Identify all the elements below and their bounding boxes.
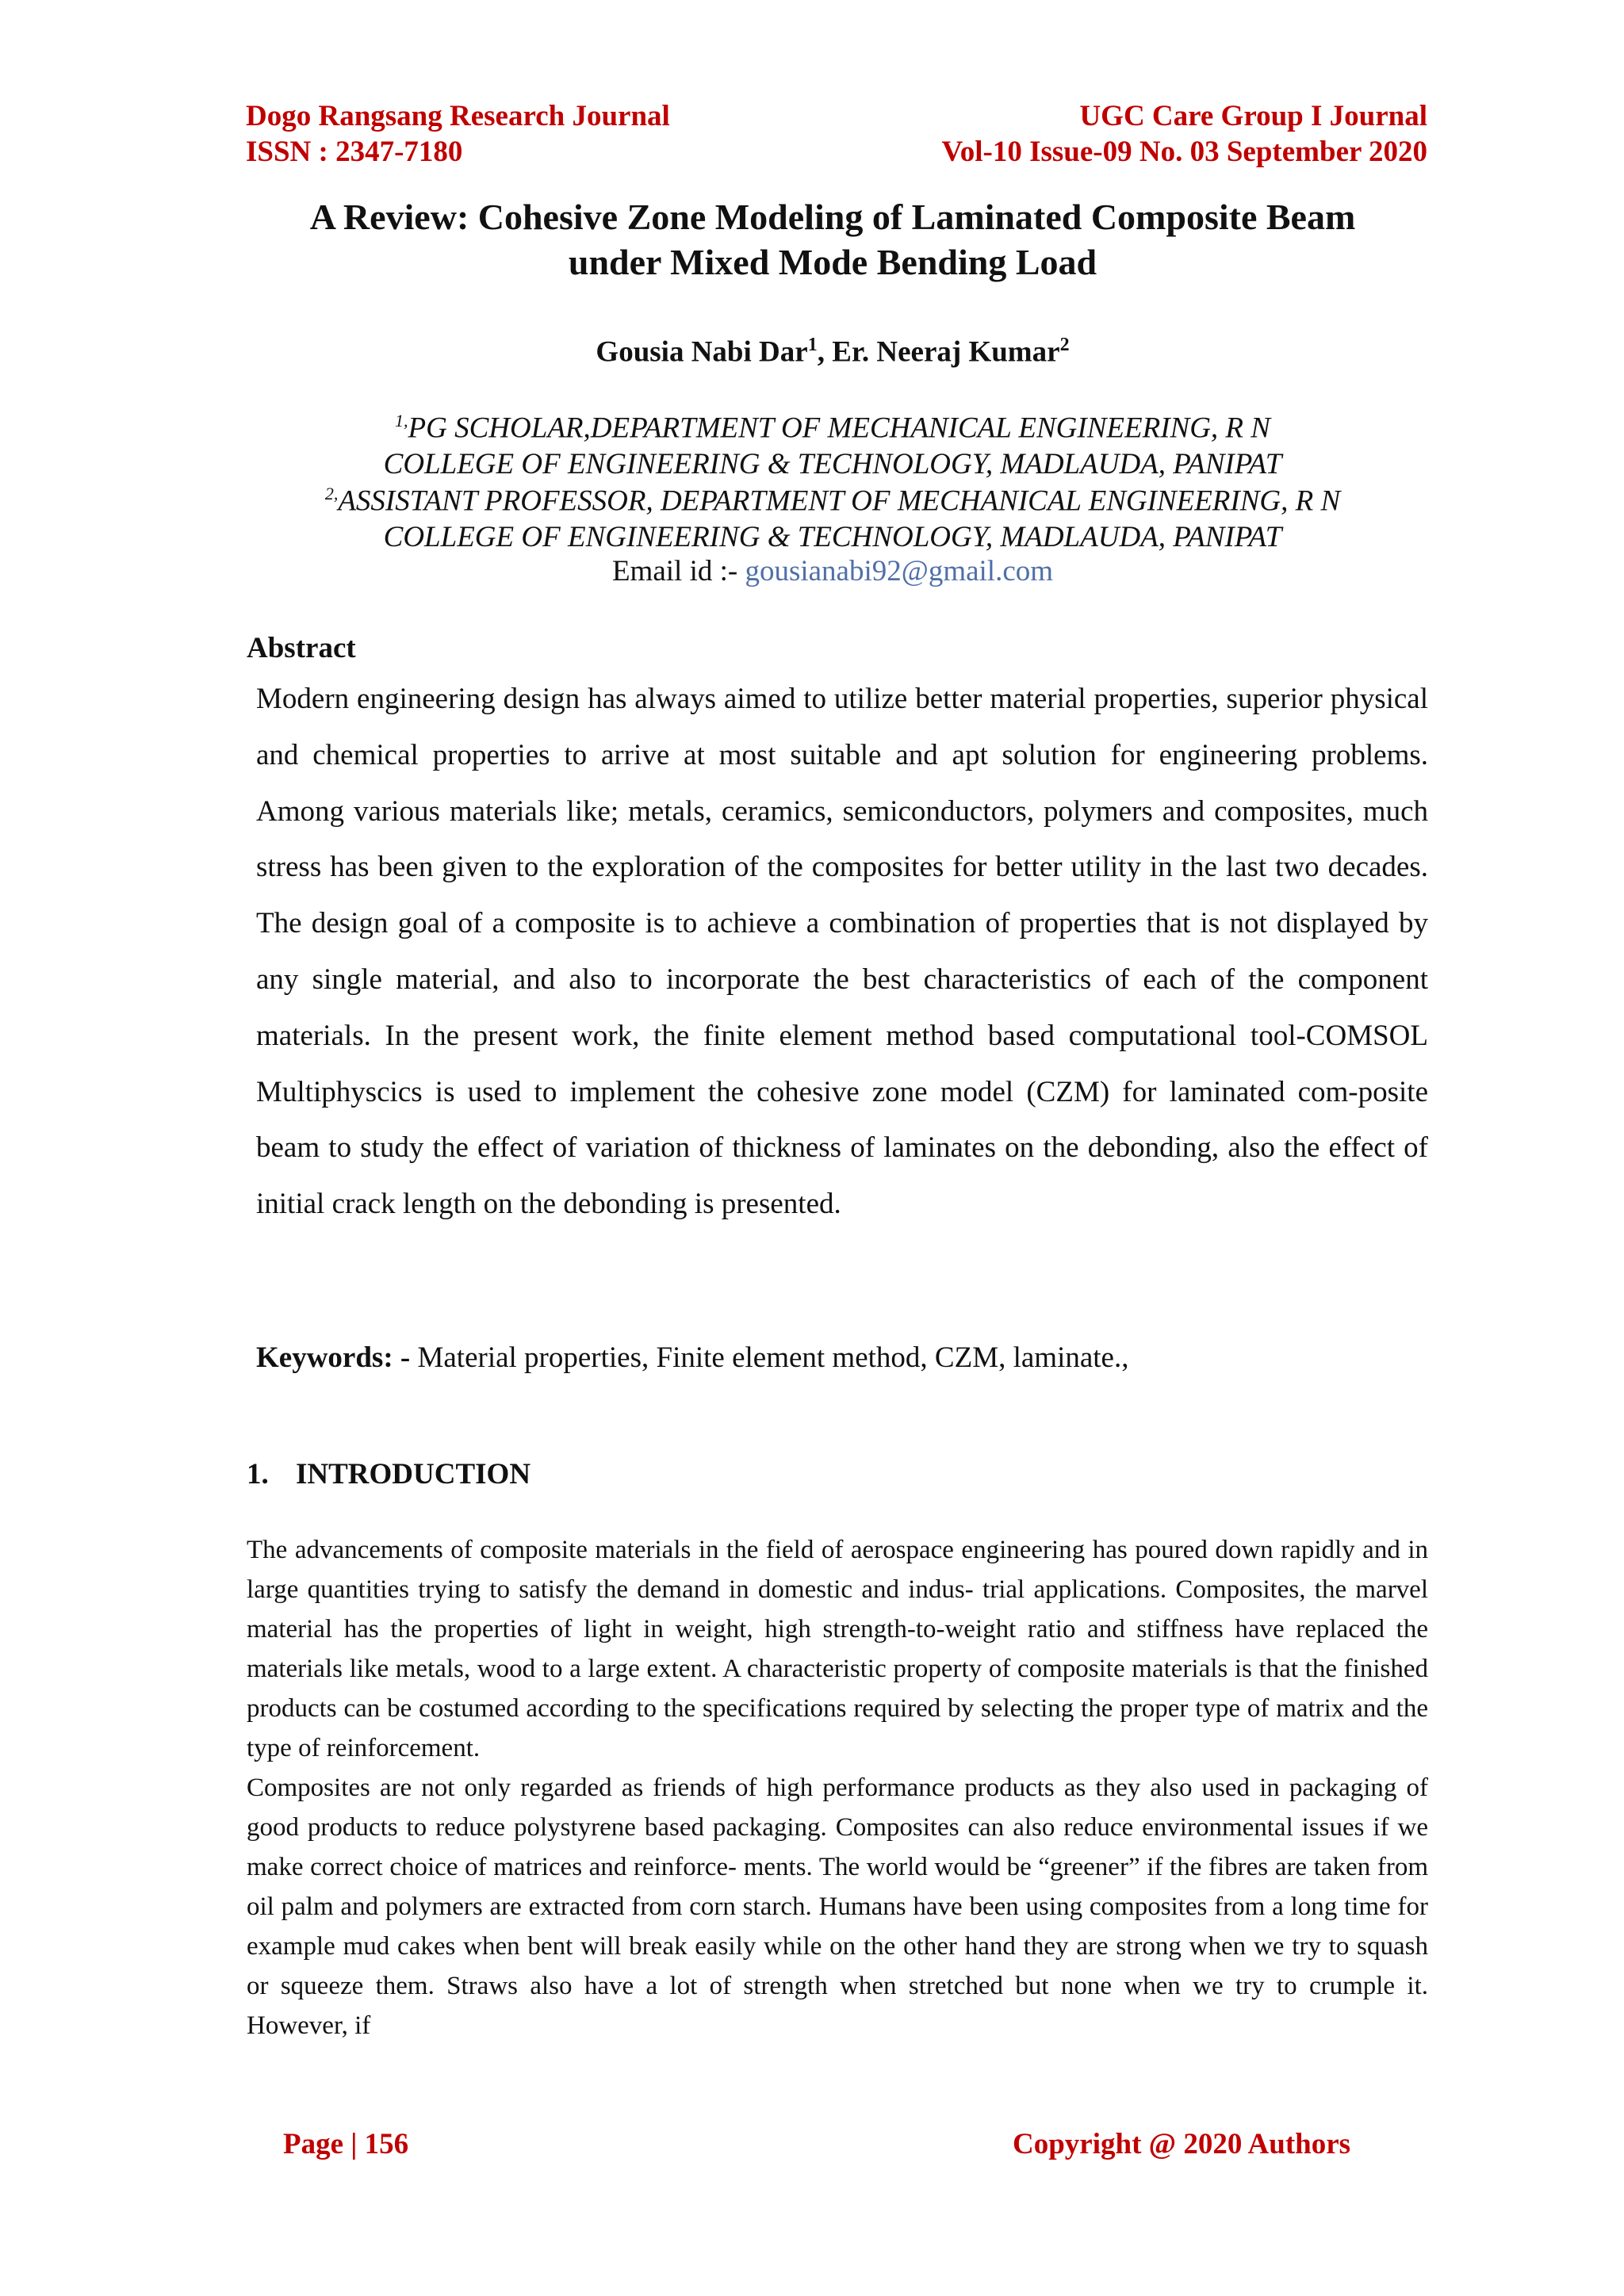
journal-volume: Vol-10 Issue-09 No. 03 September 2020: [941, 136, 1427, 168]
author-1-affiliation-mark: 1: [807, 335, 818, 355]
keywords-line: [256, 1340, 1128, 1376]
affiliation-1-line2: COLLEGE OF ENGINEERING & TECHNOLOGY, MADLAUDA, PANIPAT: [383, 448, 1282, 481]
affiliation-2-line1: ASSISTANT PROFESSOR, DEPARTMENT OF MECHANICAL ENGINEERING, R N: [338, 484, 1341, 518]
journal-header-line2: [246, 135, 1427, 170]
author-list: [206, 325, 1459, 372]
author-1: Gousia Nabi Dar: [596, 335, 808, 369]
abstract-text: Modern engineering design has always aimed to utilize better material properties, superior physical and chemical properties to arrive at most suitable and apt solution for engineering problems. Among various materials like; metals, ceramics, semiconductors, polymers and composites, much stress has been given to the exploration of the composites for better utility in the last two decades. The design goal of a composite is to achieve a combination of properties that is not displayed by any single material, and also to incorporate the best characteristics of each of the component materials. In the present work, the finite element method based computational tool-COMSOL Multiphyscics is used to implement the cohesive zone model (CZM) for laminated com-posite beam to study the effect of variation of thickness of laminates on the debonding, also the effect of initial crack length on the debonding is presented.: [256, 683, 1428, 1221]
author-2: Er. Neeraj Kumar: [832, 335, 1060, 369]
journal-name: Dogo Rangsang Research Journal: [246, 100, 670, 132]
keywords-label: Keywords: -: [256, 1341, 418, 1374]
intro-paragraph-1: The advancements of composite materials in the field of aerospace engineering has poured down rapidly and in large quantities trying to satisfy the demand in domestic and indus- trial applications. Composites, the marvel material has the properties of light in weight, high strength-to-weight ratio and stiffness have replaced the materials like metals, wood to a large extent. A characteristic property of composite materials is that the finished products can be costumed according to the specifications required by selecting the proper type of matrix and the type of reinforcement.: [247, 1536, 1428, 1762]
email-link[interactable]: gousianabi92@gmail.com: [745, 555, 1054, 587]
journal-group: UGC Care Group I Journal: [1079, 100, 1427, 132]
affiliation-1-mark: 1,: [395, 411, 408, 430]
affiliation-1: [206, 403, 1459, 483]
section-heading-introduction: [247, 1456, 530, 1493]
journal-header-line1: [246, 99, 1427, 134]
affiliation-2-line2: COLLEGE OF ENGINEERING & TECHNOLOGY, MADLAUDA, PANIPAT: [383, 521, 1282, 554]
copyright-notice: Copyright @ 2020 Authors: [1013, 2128, 1351, 2160]
journal-issn: ISSN : 2347-7180: [246, 136, 463, 168]
email-line: [206, 553, 1459, 590]
paper-title: [206, 194, 1459, 285]
section-number: 1.: [247, 1458, 269, 1490]
author-2-affiliation-mark: 2: [1059, 335, 1070, 355]
paper-title-line2: under Mixed Mode Bending Load: [568, 242, 1097, 282]
affiliation-2-mark: 2,: [324, 484, 339, 503]
affiliation-2: [206, 476, 1459, 556]
section-title: INTRODUCTION: [296, 1458, 531, 1490]
introduction-body: [247, 1530, 1428, 2045]
paper-title-line1: A Review: Cohesive Zone Modeling of Laminated Composite Beam: [309, 197, 1356, 237]
page-number: Page | 156: [283, 2128, 409, 2160]
abstract-heading: Abstract: [247, 632, 356, 664]
email-label: Email id :-: [611, 555, 745, 587]
intro-paragraph-2: Composites are not only regarded as friends of high performance products as they also used in packaging of good products to reduce polystyrene based packaging. Composites can also reduce environmental issues if we make correct choice of matrices and reinforce- ments. The world would be “greener” if the fibres are taken from oil palm and polymers are extracted from corn starch. Humans have been using composites from a long time for example mud cakes when bent will break easily while on the other hand they are strong when we try to squash or squeeze them. Straws also have a lot of strength when stretched but none when we try to crumple it. However, if: [247, 1774, 1428, 2040]
keywords-text: Material properties, Finite element method, CZM, laminate.,: [417, 1341, 1129, 1374]
author-separator: ,: [817, 335, 833, 369]
affiliation-1-line1: PG SCHOLAR,DEPARTMENT OF MECHANICAL ENGINEERING, R N: [408, 411, 1270, 445]
